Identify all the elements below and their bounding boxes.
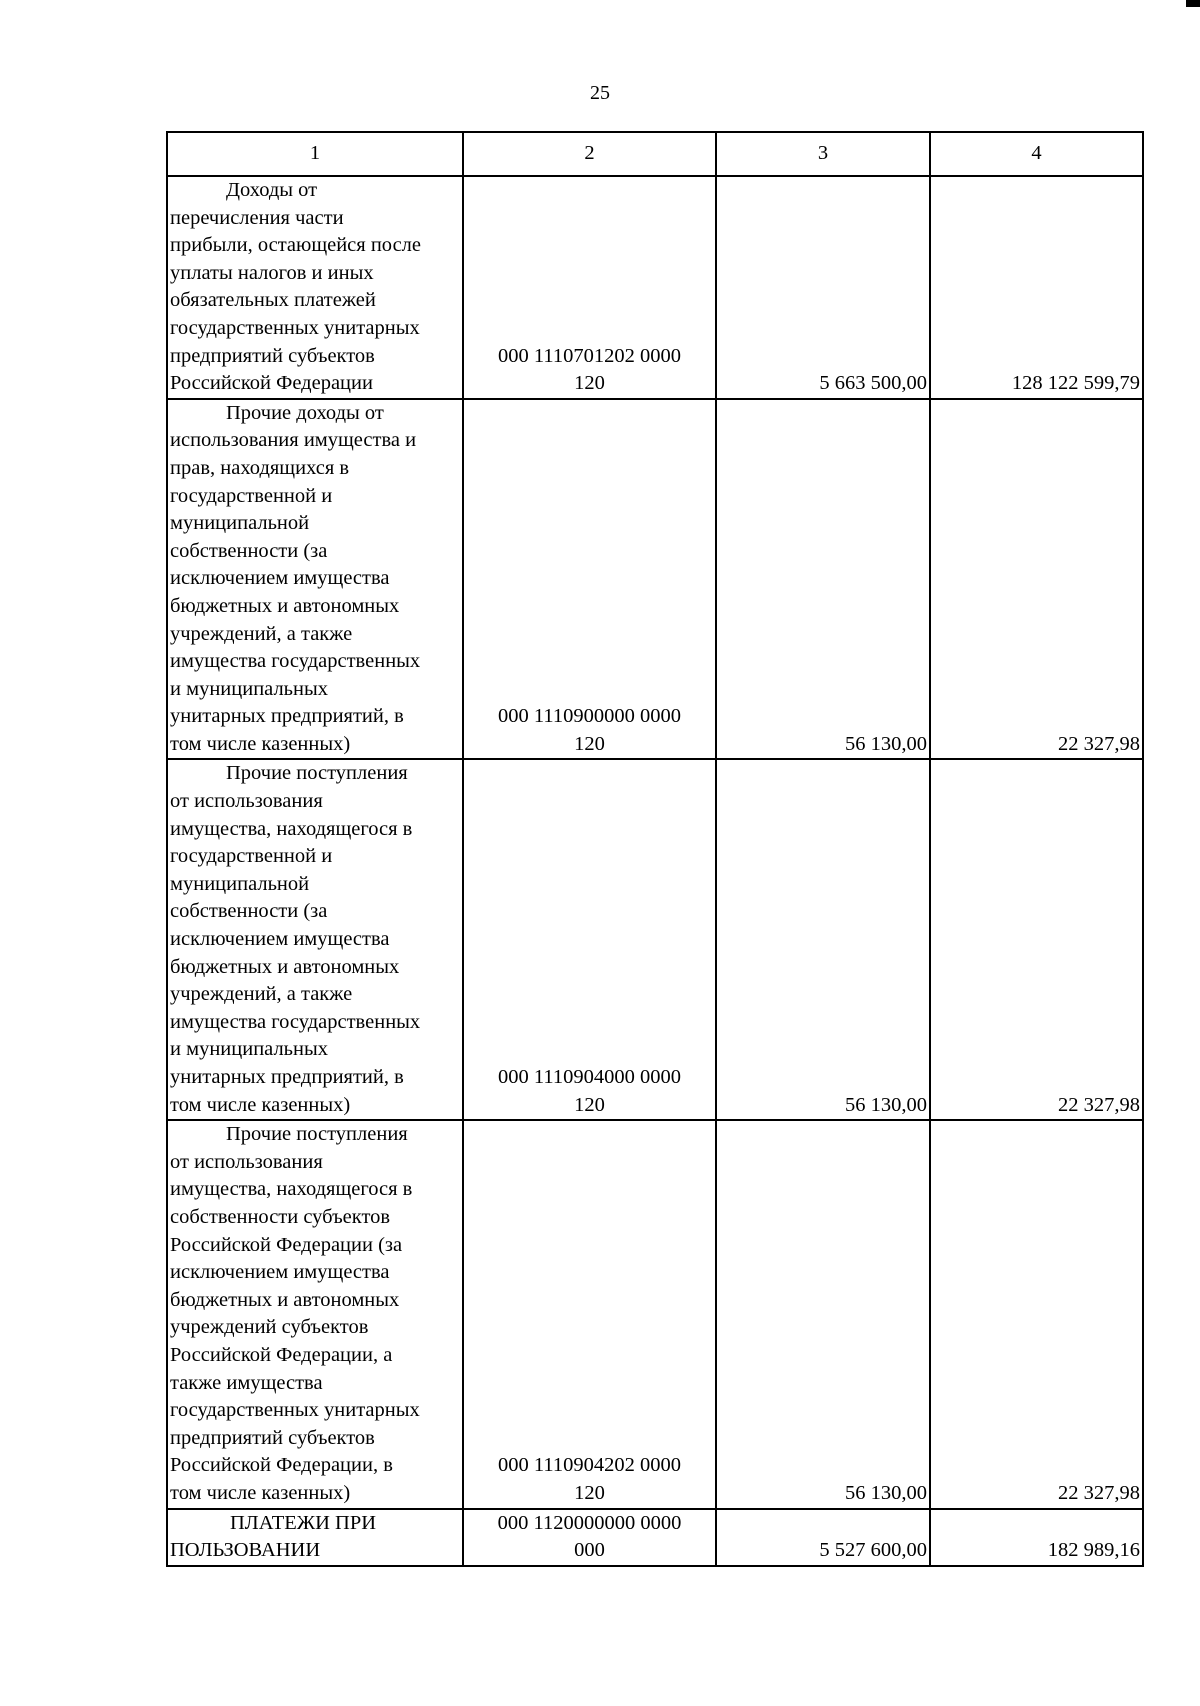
- header-row: [167, 132, 1143, 176]
- scan-corner-mark: [1186, 0, 1200, 7]
- row-name-first-line: Прочие поступления: [226, 762, 408, 785]
- row-name-rest: перечисления части прибыли, остающейся после уплаты налогов и иных обязательных платежей государственных унитарных предприятий субъектов Российской Федерации: [170, 206, 421, 395]
- row-code-cell: [463, 1509, 716, 1566]
- table-row: [167, 399, 1143, 760]
- row-code-line2: 120: [574, 372, 605, 395]
- row-name-rest: использования имущества и прав, находящихся в государственной и муниципальной собственности (за исключением имущества бюджетных и автономных учреждений, а также имущества государственных и муниципальных унитарных предприятий, в том числе казенных): [170, 429, 421, 755]
- row-name-cell: [167, 759, 463, 1120]
- row-col4-value: 182 989,16: [930, 1509, 1143, 1566]
- row-name-cell: [167, 399, 463, 760]
- row-code-line1: 000 1110904202 0000: [498, 1454, 681, 1477]
- row-name-rest: от использования имущества, находящегося в государственной и муниципальной собственности (за исключением имущества бюджетных и автономных учреждений, а также имущества государственных и муниципальных унитарных предприятий, в том числе казенных): [170, 790, 421, 1116]
- row-code-line1: 000 1120000000 0000: [497, 1511, 682, 1534]
- row-code-line2: 120: [574, 1481, 605, 1504]
- row-code-line1: 000 1110904000 0000: [498, 1066, 681, 1088]
- row-name-cell: [167, 176, 463, 399]
- table-row: [167, 176, 1143, 399]
- page-number: 25: [590, 82, 610, 104]
- row-code-line1: 000 1110900000 0000: [498, 705, 681, 728]
- row-code-line2: 120: [574, 1093, 605, 1116]
- column-header: 3: [716, 132, 930, 176]
- row-col4-value: 22 327,98: [930, 759, 1143, 1120]
- row-code-cell: [463, 1120, 716, 1508]
- row-code-line1: 000 1110701202 0000: [498, 344, 681, 367]
- row-name-first-line: ПЛАТЕЖИ ПРИ: [230, 1511, 377, 1534]
- row-col3-value: 5 663 500,00: [716, 176, 930, 399]
- row-name-first-line: Прочие поступления: [226, 1123, 408, 1146]
- column-header: 4: [930, 132, 1143, 176]
- row-col4-value: 22 327,98: [930, 1120, 1143, 1508]
- row-col4-value: 22 327,98: [930, 399, 1143, 760]
- table-row: [167, 1509, 1143, 1566]
- row-name-rest: от использования имущества, находящегося в собственности субъектов Российской Федерации (за исключением имущества бюджетных и автономных учреждений субъектов Российской Федерации, а также имущества государственных унитарных предприятий субъектов Российской Федерации, в том числе казенных): [170, 1150, 420, 1504]
- row-name-first-line: Доходы от: [226, 179, 318, 201]
- row-col3-value: 56 130,00: [716, 399, 930, 760]
- column-header: 1: [167, 132, 463, 176]
- column-header: 2: [463, 132, 716, 176]
- row-col3-value: 56 130,00: [716, 1120, 930, 1508]
- row-col4-value: 128 122 599,79: [930, 176, 1143, 399]
- row-name-cell: [167, 1509, 463, 1566]
- row-code-line2: 000: [574, 1539, 605, 1562]
- row-name-cell: [167, 1120, 463, 1508]
- row-name-rest: ПОЛЬЗОВАНИИ: [170, 1539, 321, 1562]
- table-row: [167, 1120, 1143, 1508]
- row-col3-value: 5 527 600,00: [716, 1509, 930, 1566]
- row-code-cell: [463, 176, 716, 399]
- row-code-cell: [463, 399, 716, 760]
- row-code-line2: 120: [574, 732, 605, 755]
- table-row: [167, 759, 1143, 1120]
- row-name-first-line: Прочие доходы от: [226, 401, 384, 424]
- budget-table: [166, 131, 1144, 1567]
- row-code-cell: [463, 759, 716, 1120]
- row-col3-value: 56 130,00: [716, 759, 930, 1120]
